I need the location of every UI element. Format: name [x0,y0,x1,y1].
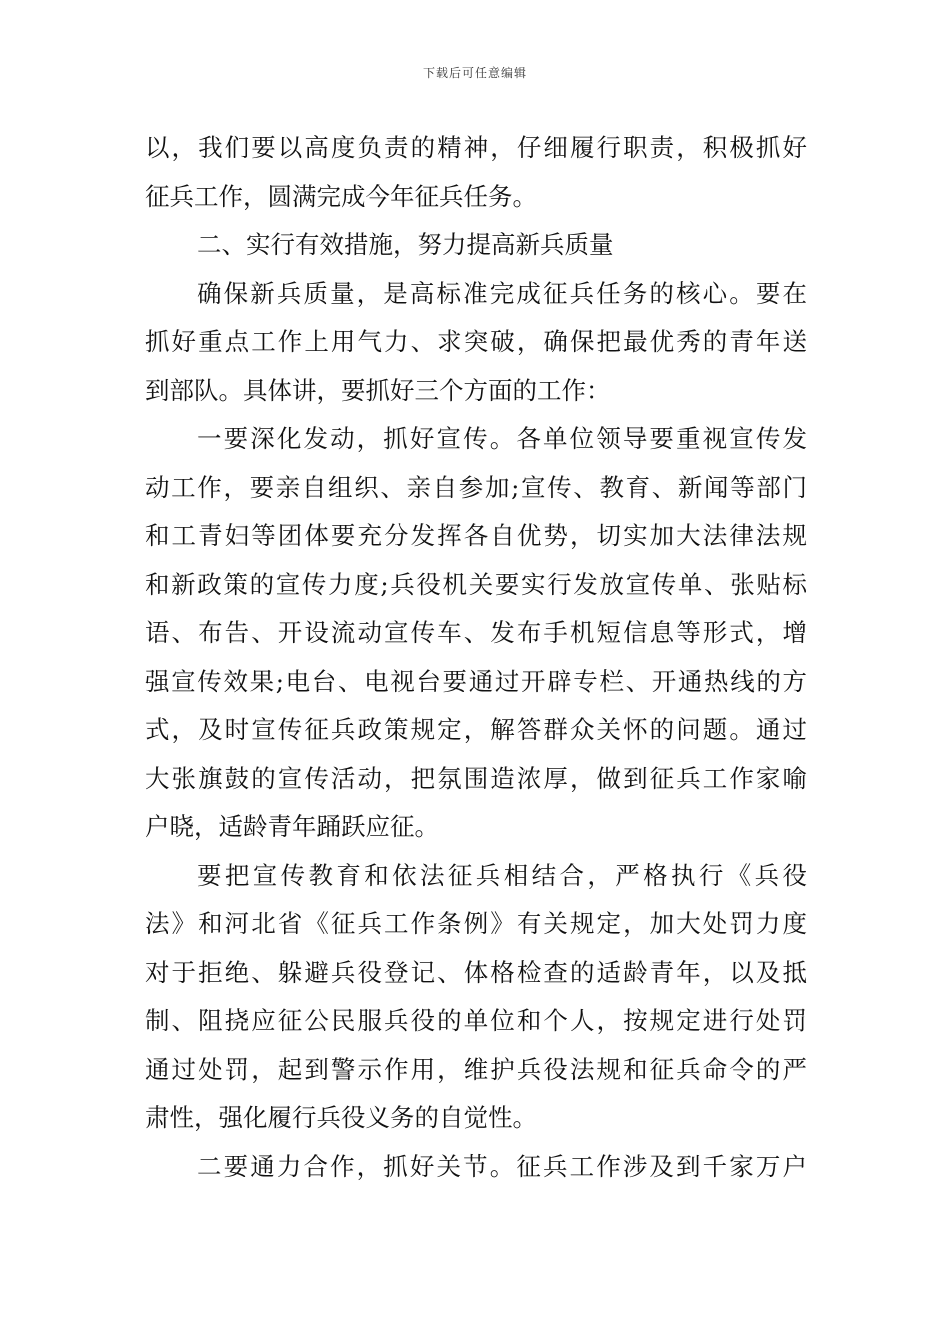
text-line: 到部队。具体讲，要抓好三个方面的工作： [145,375,611,405]
text-line: 和工青妇等团体要充分发挥各自优势，切实加大法律法规 [145,521,807,550]
text-line: 确保新兵质量，是高标准完成征兵任务的核心。要在 [197,278,807,308]
text-line: 制、阻挠应征公民服兵役的单位和个人，按规定进行处罚 [145,1006,807,1035]
text-line: 通过处罚，起到警示作用，维护兵役法规和征兵命令的严 [145,1054,807,1084]
text-line: 二要通力合作，抓好关节。征兵工作涉及到千家万户 [197,1151,807,1181]
text-line: 户晓，适龄青年踊跃应征。 [145,812,439,841]
text-line: 语、布告、开设流动宣传车、发布手机短信息等形式，增 [145,618,807,647]
text-line: 强宣传效果;电台、电视台要通过开辟专栏、开通热线的方 [145,666,807,696]
section-heading: 二、实行有效措施，努力提高新兵质量 [197,230,614,259]
text-line: 征兵工作，圆满完成今年征兵任务。 [145,181,537,211]
page-header-note: 下载后可任意编辑 [422,66,527,80]
text-line: 法》和河北省《征兵工作条例》有关规定，加大处罚力度 [145,909,807,938]
text-line: 式，及时宣传征兵政策规定，解答群众关怀的问题。通过 [145,715,807,744]
text-line: 要把宣传教育和依法征兵相结合，严格执行《兵役 [197,860,807,890]
text-line: 肃性，强化履行兵役义务的自觉性。 [145,1103,537,1132]
text-line: 和新政策的宣传力度;兵役机关要实行发放宣传单、张贴标 [145,569,807,599]
text-line: 大张旗鼓的宣传活动，把氛围造浓厚，做到征兵工作家喻 [145,763,807,793]
text-line: 以，我们要以高度负责的精神，仔细履行职责，积极抓好 [145,133,807,162]
text-line: 对于拒绝、躲避兵役登记、体格检查的适龄青年，以及抵 [145,957,807,987]
text-line: 一要深化发动，抓好宣传。各单位领导要重视宣传发 [197,424,807,453]
document-body [145,124,807,1191]
text-line: 动工作，要亲自组织、亲自参加;宣传、教育、新闻等部门 [145,472,807,502]
text-line: 抓好重点工作上用气力、求突破，确保把最优秀的青年送 [145,327,807,356]
